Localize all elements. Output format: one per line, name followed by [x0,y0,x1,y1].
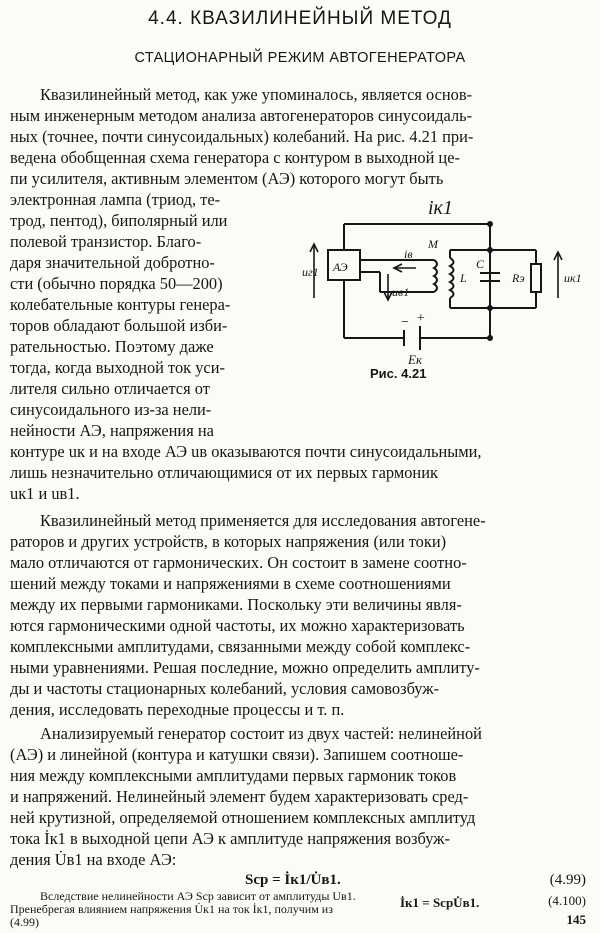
label-ug1: uг1 [302,265,319,279]
text-line: ются гармоническими одной частоты, их можно характеризовать [10,616,465,635]
text-line: (АЭ) и линейной (контура и катушки связи). Запишем соотноше- [10,745,464,764]
text-line: контуре uк и на входе АЭ uв оказываются почти синусоидальными, [10,442,482,461]
text-line: мало отличаются от гармонических. Он состоит в замене соотно- [10,553,467,572]
text-line: тогда, когда выходной ток уси- [10,358,225,377]
text-line: тока İк1 в выходной цепи АЭ к амплитуде напряжения возбуж- [10,829,450,848]
label-ek: Eк [408,352,423,367]
circuit-diagram [304,180,594,390]
text-line: ния между комплексными амплитудами первых гармоник токов [10,766,457,785]
equation-number-4-100: (4.100) [548,893,586,908]
text-line: комплексными амплитудами, связанными между собой комплекс- [10,637,471,656]
section-title: СТАЦИОНАРНЫЙ РЕЖИМ АВТОГЕНЕРАТОРА [134,50,466,66]
text-line: uк1 и uв1. [10,484,80,503]
label-ae: АЭ [333,260,348,274]
text-line: даря значительной добротно- [10,253,215,272]
text-line: ведена обобщенная схема генератора с контуром в выходной це- [10,148,460,167]
label-l: L [460,271,467,285]
text-line: ных (точнее, почти синусоидальных) колебаний. На рис. 4.21 при- [10,127,474,146]
label-plus: + [416,311,426,326]
text-line: между их первыми гармониками. Поскольку эти величины явля- [10,595,462,614]
label-m: M [428,237,438,251]
text-line: нейности АЭ, напряжения на [10,421,214,440]
text-line: Квазилинейный метод, как уже упоминалось, является основ- [40,85,473,104]
text-line: ными уравнениями. Решая последние, можно определить амплиту- [10,658,480,677]
text-line: ды и частоты стационарных колебаний, условия самовозбуж- [10,679,440,698]
label-ik1: iк1 [428,197,453,219]
label-ib: iв [404,247,413,261]
formula-4-100: İк1 = SсрU̇в1. [400,895,480,910]
label-r: Rэ [512,271,525,285]
text-line: ным инженерным методом анализа автогенераторов синусоидаль- [10,106,473,125]
text-line: раторов и других устройств, в которых напряжения (или токи) [10,532,447,551]
figure-caption: Рис. 4.21 [370,366,427,381]
text-line: дения U̇в1 на входе АЭ: [10,850,177,869]
text-line: сти (обычно порядка 50—200) [10,274,223,293]
label-c: C [476,257,485,271]
text-line: шений между токами и напряжениями в схеме соотношениями [10,574,451,593]
text-line: ней крутизной, определяемой отношением комплексных амплитуд [10,808,476,827]
text-line: (4.99) [10,915,39,929]
text-line: и напряжений. Нелинейный элемент будем характеризовать сред- [10,787,469,806]
page-number: 145 [566,912,586,927]
text-line: лишь незначительно отличающимися от их первых гармоник [10,463,438,482]
text-line: Анализируемый генератор состоит из двух частей: нелинейной [40,724,482,743]
text-line: Квазилинейный метод применяется для исследования автогене- [40,511,486,530]
text-line: колебательные контуры генера- [10,295,231,314]
label-uk1: uк1 [564,271,582,285]
formula-4-99: Sср = İк1/U̇в1. [245,872,341,888]
circuit-svg [304,180,594,390]
text-line: Пренебрегая влиянием напряжения U̇к1 на ток İк1, получим из [10,902,333,916]
text-line: электронная лампа (триод, те- [10,190,221,209]
text-line: синусоидального из-за нели- [10,400,212,419]
text-line: торов обладают большой изби- [10,316,228,335]
label-minus: − [400,315,410,330]
text-line: Вследствие нелинейности АЭ Sср зависит от амплитуды Uв1. [40,889,356,903]
text-line: дения, исследовать переходные процессы и т. п. [10,700,345,719]
label-ub1: uв1 [392,285,410,299]
text-line: полевой транзистор. Благо- [10,232,202,251]
chapter-title: 4.4. КВАЗИЛИНЕЙНЫЙ МЕТОД [148,8,452,29]
equation-number-4-99: (4.99) [549,872,586,888]
text-line: лителя сильно отличается от [10,379,210,398]
text-line: рательностью. Поэтому даже [10,337,214,356]
text-line: трод, пентод), биполярный или [10,211,228,230]
text-line: пи усилителя, активным элементом (АЭ) которого могут быть [10,169,444,188]
